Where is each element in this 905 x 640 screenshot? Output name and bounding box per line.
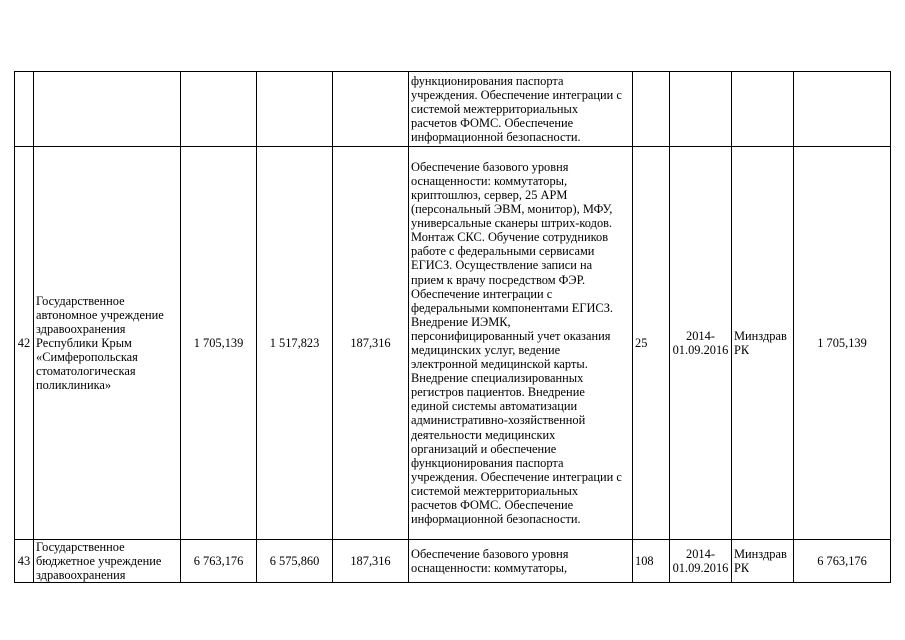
amount-federal: 6 575,860 bbox=[257, 540, 333, 583]
description-line: Обеспечение базового уровня bbox=[411, 159, 569, 174]
description-line: Внедрение специализированных bbox=[411, 371, 584, 386]
institution-name bbox=[34, 147, 181, 540]
org-line: Минздрав bbox=[734, 547, 787, 562]
name-line: автономное учреждение bbox=[36, 307, 164, 322]
row-number: 43 bbox=[15, 540, 34, 583]
description-line: прием к врачу посредством ФЭР. bbox=[411, 272, 586, 287]
budget-table bbox=[14, 71, 891, 583]
amount-summary bbox=[794, 72, 891, 147]
period-start: 2014- bbox=[686, 547, 715, 562]
description-line: информационной безопасности. bbox=[411, 130, 581, 145]
name-line: Государственное bbox=[36, 293, 125, 308]
amount-federal: 1 517,823 bbox=[257, 147, 333, 540]
name-line: здравоохранения bbox=[36, 321, 126, 336]
amount-regional: 187,316 bbox=[333, 147, 409, 540]
name-line: поликлиника» bbox=[36, 378, 112, 393]
workstations-count bbox=[633, 72, 670, 147]
period-end: 01.09.2016 bbox=[672, 561, 729, 576]
amount-regional: 187,316 bbox=[333, 540, 409, 583]
description-line: Обеспечение интеграции с bbox=[411, 286, 553, 301]
description-line: регистров пациентов. Внедрение bbox=[411, 385, 585, 400]
description-line: персонифицированный учет оказания bbox=[411, 328, 611, 343]
amount-summary: 6 763,176 bbox=[794, 540, 891, 583]
name-line: бюджетное учреждение bbox=[36, 554, 162, 569]
description-line: криптошлюз, сервер, 25 АРМ bbox=[411, 187, 568, 202]
name-line: стоматологическая bbox=[36, 364, 136, 379]
name-line: Государственное bbox=[36, 540, 125, 554]
description-line: информационной безопасности. bbox=[411, 512, 581, 527]
org-line: РК bbox=[734, 561, 750, 576]
description-line: оснащенности: коммутаторы, bbox=[411, 561, 568, 576]
description-line: системой межтерриториальных bbox=[411, 101, 579, 116]
description-line: единой системы автоматизации bbox=[411, 399, 578, 414]
org-line: РК bbox=[734, 343, 750, 357]
description-line: учреждения. Обеспечение интеграции с bbox=[411, 87, 622, 102]
description-line: административно-хозяйственной bbox=[411, 413, 586, 428]
amount-federal bbox=[257, 72, 333, 147]
description-line: Монтаж СКС. Обучение сотрудников bbox=[411, 230, 609, 245]
description-line: Внедрение ИЭМК, bbox=[411, 314, 511, 329]
amount-total bbox=[181, 72, 257, 147]
workstations-count: 25 bbox=[633, 147, 670, 540]
amount-total: 6 763,176 bbox=[181, 540, 257, 583]
description-line: учреждения. Обеспечение интеграции с bbox=[411, 469, 622, 484]
measures-description bbox=[409, 540, 633, 583]
description-line: функционирования паспорта bbox=[411, 455, 564, 470]
amount-summary: 1 705,139 bbox=[794, 147, 891, 540]
description-line: расчетов ФОМС. Обеспечение bbox=[411, 116, 574, 131]
org-line: Минздрав bbox=[734, 328, 787, 343]
description-line: электронной медицинской карты. bbox=[411, 357, 588, 372]
description-line: (персональный ЭВМ, монитор), МФУ, bbox=[411, 202, 613, 217]
institution-name bbox=[34, 540, 181, 583]
name-line: Республики Крым bbox=[36, 335, 132, 350]
description-line: Обеспечение базового уровня bbox=[411, 547, 569, 562]
table-row bbox=[15, 72, 891, 147]
table-row bbox=[15, 147, 891, 540]
period bbox=[670, 540, 732, 583]
description-line: функционирования паспорта bbox=[411, 73, 564, 88]
measures-description bbox=[409, 72, 633, 147]
description-line: универсальные сканеры штрих-кодов. bbox=[411, 216, 613, 231]
description-line: ЕГИСЗ. Осуществление записи на bbox=[411, 258, 593, 273]
period bbox=[670, 72, 732, 147]
description-line: работе с федеральными сервисами bbox=[411, 244, 595, 259]
name-line: здравоохранения bbox=[36, 568, 126, 583]
description-line: оснащенности: коммутаторы, bbox=[411, 173, 568, 188]
description-line: федеральными компонентами ЕГИСЗ. bbox=[411, 300, 613, 315]
workstations-count: 108 bbox=[633, 540, 670, 583]
responsible-org bbox=[732, 72, 794, 147]
description-line: деятельности медицинских bbox=[411, 427, 556, 442]
measures-description bbox=[409, 147, 633, 540]
row-number bbox=[15, 72, 34, 147]
amount-total: 1 705,139 bbox=[181, 147, 257, 540]
period-start: 2014- bbox=[686, 328, 715, 343]
row-number: 42 bbox=[15, 147, 34, 540]
table-row bbox=[15, 540, 891, 583]
responsible-org bbox=[732, 540, 794, 583]
description-line: системой межтерриториальных bbox=[411, 483, 579, 498]
institution-name bbox=[34, 72, 181, 147]
description-line: медицинских услуг, ведение bbox=[411, 343, 561, 357]
responsible-org bbox=[732, 147, 794, 540]
description-line: расчетов ФОМС. Обеспечение bbox=[411, 498, 574, 513]
amount-regional bbox=[333, 72, 409, 147]
name-line: «Симферопольская bbox=[36, 350, 138, 365]
description-line: организаций и обеспечение bbox=[411, 441, 557, 456]
period bbox=[670, 147, 732, 540]
period-end: 01.09.2016 bbox=[672, 343, 729, 357]
